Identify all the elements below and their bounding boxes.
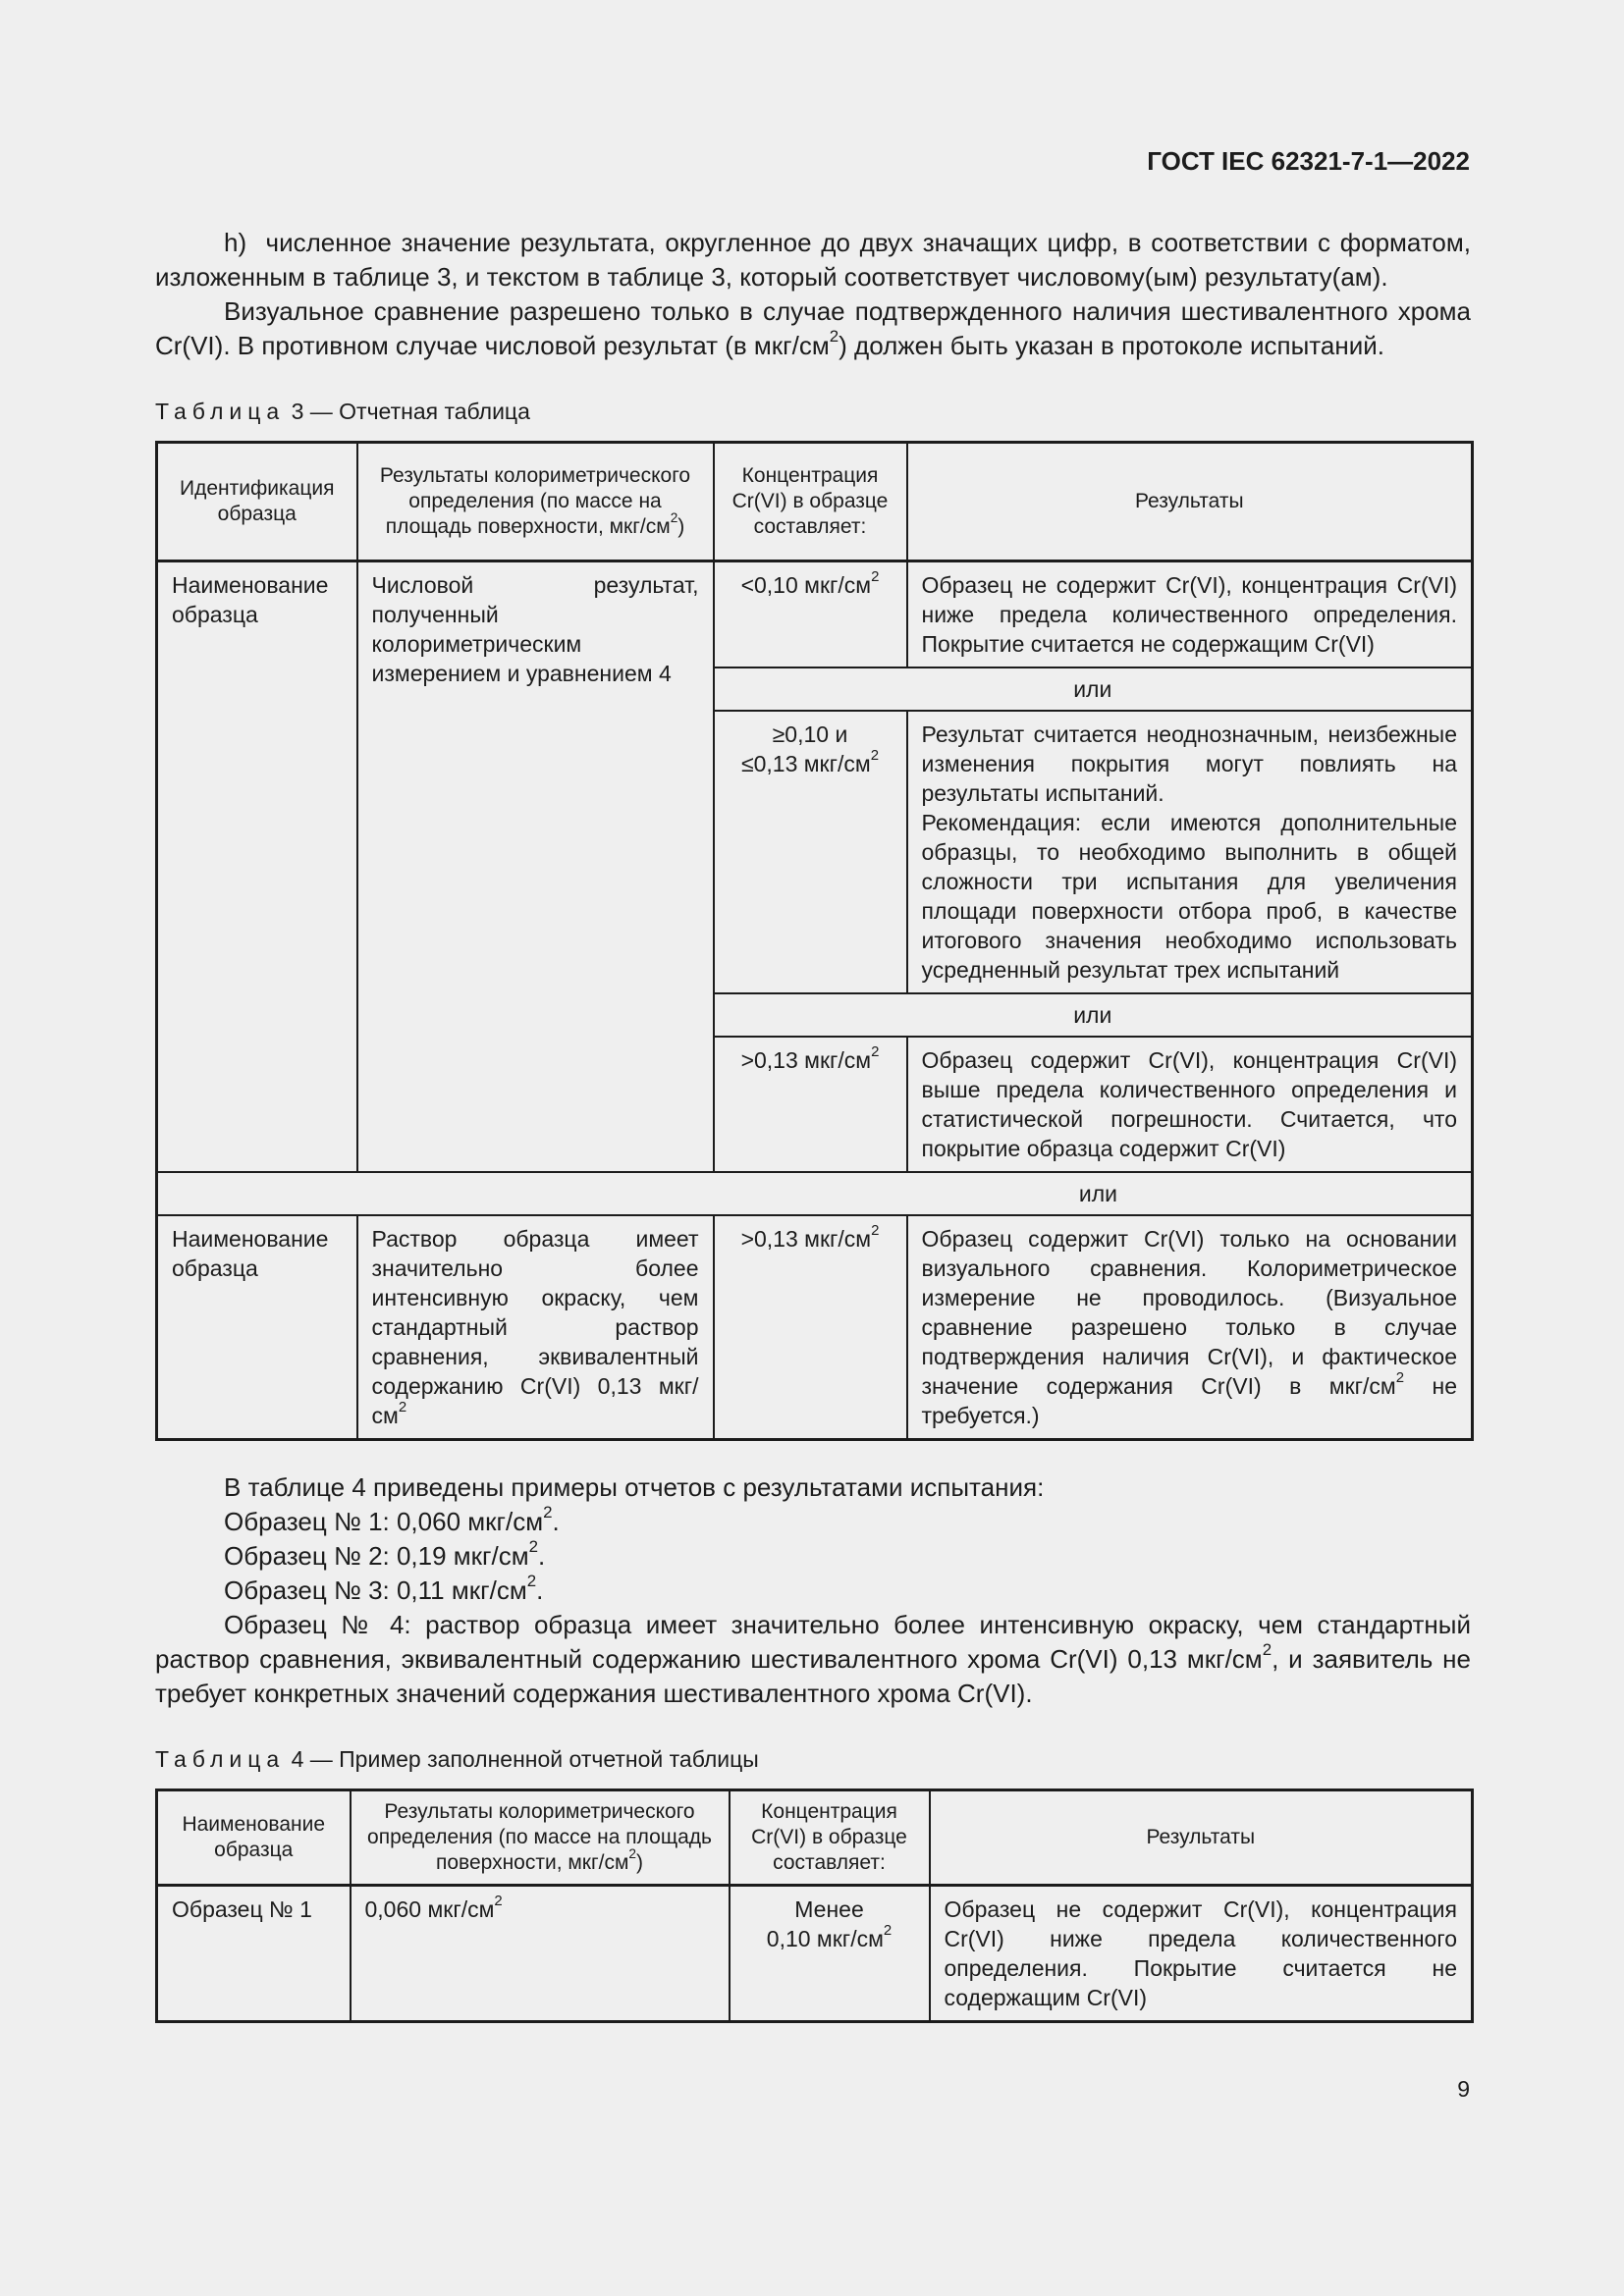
concentration-cell: ≥0,10 и ≤0,13 мкг/$см^2$ [714, 711, 907, 993]
table4 [155, 1789, 1474, 2023]
table3-header-id: Идентификация образца [157, 443, 357, 561]
table-row [157, 1172, 1473, 1215]
numeric-result-cell: Числовой результат, полученный колориметрическим измерением и уравнением 4 [357, 561, 714, 1173]
document-body [155, 226, 1471, 2023]
table-row [157, 1215, 1473, 1440]
paragraph-h: h) численное значение результата, округленное до двух значащих цифр, в соответствии с форматом, изложенным в таблице 3, и текстом в таблице 3, который соответствует числовому(ым) результату(ам). [155, 228, 1471, 292]
concentration-cell: >0,13 мкг/$см^2$ [714, 1215, 907, 1440]
table3-header-colorimetric: Результаты колориметрического определения (по массе на площадь поверхности, мкг/$см^2$) [357, 443, 714, 561]
table3-header-row [157, 443, 1473, 561]
example-1: Образец № 1: 0,060 мкг/$см^2$. [224, 1502, 560, 1536]
solution-cell: Раствор образца имеет значительно более интенсивную окраску, чем стандартный раствор сравнения, эквивалентный содержанию Cr(VI) 0,13 мкг/$см^2$ [357, 1215, 714, 1440]
or-separator: или [714, 667, 1473, 711]
table4-caption: Таблица 4 — Пример заполненной отчетной таблицы [155, 1746, 759, 1772]
table-row [157, 561, 1473, 668]
table4-header-row [157, 1790, 1473, 1886]
table3-caption: Таблица 3 — Отчетная таблица [155, 399, 530, 424]
concentration-cell: >0,13 мкг/$см^2$ [714, 1037, 907, 1172]
value-cell: 0,060 мкг/$см^2$ [351, 1886, 730, 2022]
or-separator: или [714, 993, 1473, 1037]
table4-header-colorimetric: Результаты колориметрического определения (по массе на площадь поверхности, мкг/$см^2$) [351, 1790, 730, 1886]
result-cell: Образец содержит Cr(VI) только на основании визуального сравнения. Колориметрическое измерение не проводилось. (Визуальное сравнение разрешено только в случае подтверждения наличия Cr(VI), и фактическое значение содержания Cr(VI) в мкг/$см^2$ не требуется.) [907, 1215, 1473, 1440]
result-cell: Образец содержит Cr(VI), концентрация Cr(VI) выше предела количественного определения и статистической погрешности. Считается, что покрытие образца содержит Cr(VI) [907, 1037, 1473, 1172]
table3-header-concentration: Концентрация Cr(VI) в образце составляет: [714, 443, 907, 561]
standard-header: ГОСТ IEC 62321-7-1—2022 [1147, 146, 1470, 176]
result-cell: Образец не содержит Cr(VI), концентрация Cr(VI) ниже предела количественного определения. Покрытие считается не содержащим Cr(VI) [930, 1886, 1473, 2022]
page-number: 9 [1457, 2076, 1470, 2102]
paragraph-visual: Визуальное сравнение разрешено только в случае подтвержденного наличия шестивалентного хрома Cr(VI). В противном случае числовой результат (в мкг/$см^2$) должен быть указан в протоколе испытаний. [155, 296, 1471, 360]
table4-header-concentration: Концентрация Cr(VI) в образце составляет: [730, 1790, 930, 1886]
concentration-cell: <0,10 мкг/$см^2$ [714, 561, 907, 668]
example-4: Образец № 4: раствор образца имеет значительно более интенсивную окраску, чем стандартный раствор сравнения, эквивалентный содержанию шестивалентного хрома Cr(VI) 0,13 мкг/$см^2$, и заявитель не требует конкретных значений содержания шестивалентного хрома Cr(VI). [155, 1610, 1471, 1708]
example-2: Образец № 2: 0,19 мкг/$см^2$. [224, 1536, 546, 1571]
example-3: Образец № 3: 0,11 мкг/$см^2$. [224, 1571, 544, 1605]
concentration-cell: Менее 0,10 мкг/$см^2$ [730, 1886, 930, 2022]
sample-name-cell: Наименование образца [157, 1215, 357, 1440]
examples-intro: В таблице 4 приведены примеры отчетов с результатами испытания: [224, 1472, 1045, 1502]
table3 [155, 441, 1474, 1441]
table4-header-name: Наименование образца [157, 1790, 351, 1886]
table3-header-results: Результаты [907, 443, 1473, 561]
result-cell: Образец не содержит Cr(VI), концентрация Cr(VI) ниже предела количественного определения. Покрытие считается не содержащим Cr(VI) [907, 561, 1473, 668]
item-marker: h) [224, 228, 247, 257]
sample-name-cell: Наименование образца [157, 561, 357, 1173]
table4-header-results: Результаты [930, 1790, 1473, 1886]
or-separator: или [157, 1172, 1473, 1215]
table-row [157, 1886, 1473, 2022]
sample-name-cell: Образец № 1 [157, 1886, 351, 2022]
result-cell: Результат считается неоднозначным, неизбежные изменения покрытия могут повлиять на результаты испытаний. Рекомендация: если имеются дополнительные образцы, то необходимо выполнить в общей сложности три испытания для увеличения площади поверхности отбора проб, в качестве итогового значения необходимо использовать усредненный результат трех испытаний [907, 711, 1473, 993]
